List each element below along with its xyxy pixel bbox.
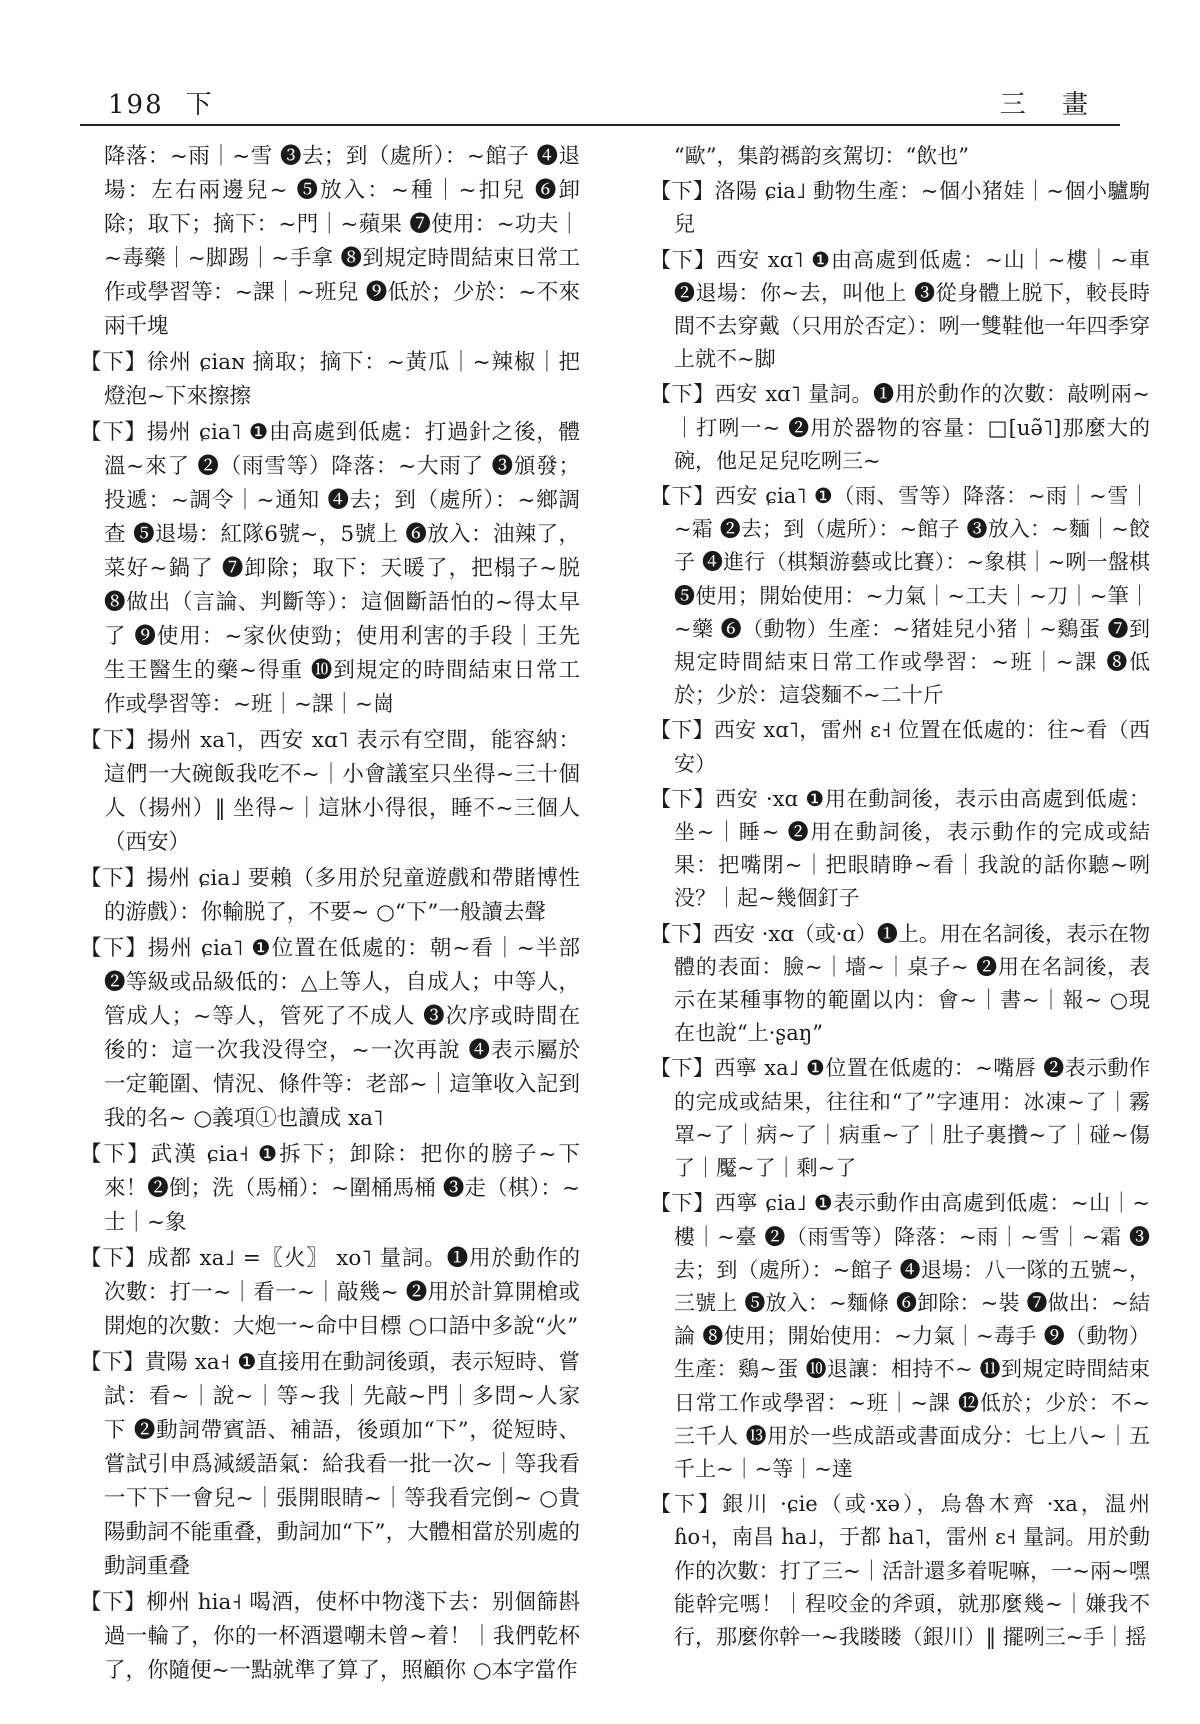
dictionary-entry: 【下】成都 xa˩ =〖火〗 xo˥ 量詞。❶用於動作的次數：打一~｜看一~｜敲幾~ ❷用於計算開槍或開炮的次數：大炮一~命中目標 ○口語中多說“火”: [80, 1246, 580, 1339]
dictionary-entry: 【下】徐州 ɕiaɴ 摘取；摘下：~黃瓜｜~辣椒｜把燈泡~下來擦擦: [80, 350, 580, 409]
dictionary-entry: 【下】揚州 ɕia˥ ❶由高處到低處：打過針之後，體溫~來了 ❷（雨雪等）降落：~大雨了 ❸頒發；投遞：~調令｜~通知 ❹去；到（處所）：~鄉調查 ❺退場：紅隊6號~，5號上 ❻放入：油辣了，菜好~鍋了 ❼卸除；取下：天暖了，把榻子~脱 ❽做出（言論、判斷等）：這個斷語怕的~得太早了 ❾使用：~家伙使勁；使用利害的手段｜王先生王醫生的藥~得重 ❿到規定的時間結束日常工作或學習等：~班｜~課｜~崗: [80, 420, 580, 717]
dictionary-entry: 【下】西安 xɑ˥ ❶由高處到低處：~山｜~樓｜~車 ❷退場：你~去，叫他上 ❸從身體上脱下，較長時間不去穿戴（只用於否定）：咧一雙鞋他一年四季穿上就不~脚: [650, 247, 1150, 372]
dictionary-entry: 【下】西安 ·xɑ（或·ɑ）❶上。用在名詞後，表示在物體的表面：臉~｜墻~｜桌子~ ❷用在名詞後，表示在某種事物的範圍以内：會~｜書~｜報~ ○現在也說“上·ʂaŋ”: [650, 921, 1150, 1046]
continued-entry: “歐”，集韵禡韵亥駕切：“飲也”: [674, 144, 969, 168]
page-headword: 下: [185, 90, 214, 120]
dictionary-entry: 【下】武漢 ɕia˧ ❶拆下；卸除：把你的膀子~下來！❷倒；洗（馬桶）：~圍桶馬桶 ❸走（棋）：~士｜~象: [80, 1142, 580, 1235]
section-title: 三 畫: [999, 90, 1102, 120]
dictionary-entry: 【下】揚州 ɕia˩ 要賴（多用於兒童遊戲和帶賭博性的游戲）：你輸脱了，不要~ ○“下”一般讀去聲: [80, 866, 580, 925]
dictionary-entry: 【下】揚州 xa˥，西安 xɑ˥ 表示有空間，能容納：這們一大碗飯我吃不~｜小會議室只坐得~三十個人（揚州）‖ 坐得~｜這牀小得很，睡不~三個人（西安）: [80, 728, 580, 855]
header-left: [108, 84, 214, 121]
dictionary-entry: 【下】西安 ɕia˥ ❶（雨、雪等）降落：~雨｜~雪｜~霜 ❷去；到（處所）：~館子 ❸放入：~麵｜~餃子 ❹進行（棋類游藝或比賽）：~象棋｜~咧一盤棋 ❺使用；開始使用：~力氣｜~工夫｜~刀｜~筆｜~藥 ❻（動物）生產：~猪娃兒小猪｜~鷄蛋 ❼到規定時間結束日常工作或學習：~班｜~課 ❽低於；少於：這袋麵不~二十斤: [650, 484, 1150, 708]
header-rule: [80, 124, 1120, 126]
dictionary-entry: 【下】柳州 hia˧ 喝酒，使杯中物淺下去：别個篩斟過一輪了，你的一杯酒還嘲未曾~着！｜我們乾杯了，你隨便~一點就準了算了，照顧你 ○本字當作: [80, 1590, 580, 1683]
dictionary-entry: 【下】銀川 ·ɕie（或·xə），烏魯木齊 ·xa，温州 ɦo˧，南昌 ha˩，于都 ha˥，雷州 ɛ˧ 量詞。用於動作的次數：打了三~｜活計還多着呢嘛，一~兩~嘿能幹完嗎！｜程咬金的斧頭，就那麼幾~｜嫌我不行，那麼你幹一~我䁖䁖（銀川）‖ 擺咧三~手｜摇: [650, 1492, 1150, 1649]
dictionary-entry: 【下】西寧 xa˩ ❶位置在低處的：~嘴唇 ❷表示動作的完成或結果，往往和“了”字連用：冰凍~了｜霧罩~了｜病~了｜病重~了｜肚子裏攢~了｜碰~傷了｜魘~了｜剩~了: [650, 1056, 1150, 1181]
dictionary-entry: 【下】西安 ·xɑ ❶用在動詞後，表示由高處到低處：坐~｜睡~ ❷用在動詞後，表示動作的完成或結果：把嘴閉~｜把眼睛睁~看｜我說的話你聽~咧没？｜起~幾個釘子: [650, 786, 1150, 911]
page-header: [80, 80, 1120, 120]
dictionary-entry: 【下】西安 xɑ˥，雷州 ɛ˧ 位置在低處的：往~看（西安）: [650, 718, 1150, 776]
dictionary-entry: 【下】貴陽 xa˧ ❶直接用在動詞後頭，表示短時、嘗試：看~｜說~｜等~我｜先敲~門｜多問~人家下 ❷動詞帶賓語、補語，後頭加“下”，從短時、嘗試引申爲減緩語氣：給我看一批一次~｜等我看一下下一會兒~｜張開眼睛~｜等我看完倒~ ○貴陽動詞不能重叠，動詞加“下”，大體相當於别處的動詞重叠: [80, 1350, 580, 1579]
dictionary-entry: 【下】揚州 ɕia˥ ❶位置在低處的：朝~看｜~半部 ❷等級或品級低的：△上等人，自成人；中等人，管成人；~等人，管死了不成人 ❸次序或時間在後的：這一次我没得空，~一次再說 ❹表示屬於一定範圍、情況、條件等：老部~｜這筆收入記到我的名~ ○義項①也讀成 xa˥: [80, 936, 580, 1131]
right-column: [650, 140, 1150, 1656]
left-column: [80, 140, 580, 1690]
dictionary-entry: 【下】西安 xɑ˥ 量詞。❶用於動作的次數：敲咧兩~｜打咧一~ ❷用於器物的容量：□[uə̃˥]那麼大的碗，他足足兒吃咧三~: [650, 382, 1150, 473]
continued-entry: 降落：~雨｜~雪 ❸去；到（處所）：~館子 ❹退場：左右兩邊兒~ ❺放入：~種｜~扣兒 ❻卸除；取下；摘下：~門｜~蘋果 ❼使用：~功夫｜~毒藥｜~脚踢｜~手拿 ❽到規定時間結束日常工作或學習等：~課｜~班兒 ❾低於；少於：~不來兩千塊: [104, 144, 580, 339]
dictionary-entry: 【下】洛陽 ɕia˩ 動物生產：~個小猪娃｜~個小驢駒兒: [650, 179, 1150, 237]
dictionary-entry: 【下】西寧 ɕia˩ ❶表示動作由高處到低處：~山｜~樓｜~臺 ❷（雨雪等）降落：~雨｜~雪｜~霜 ❸去；到（處所）：~館子 ❹退場：八一隊的五號~，三號上 ❺放入：~麵條 ❻卸除：~裝 ❼做出：~結論 ❽使用；開始使用：~力氣｜~毒手 ❾（動物）生產：鷄~蛋 ❿退讓：相持不~ ⓫到規定時間結束日常工作或學習：~班｜~課 ⓬低於；少於：不~三千人 ⓭用於一些成語或書面成分：七上八~｜五千上~｜~等｜~達: [650, 1191, 1150, 1481]
page-number: 198: [108, 90, 164, 120]
